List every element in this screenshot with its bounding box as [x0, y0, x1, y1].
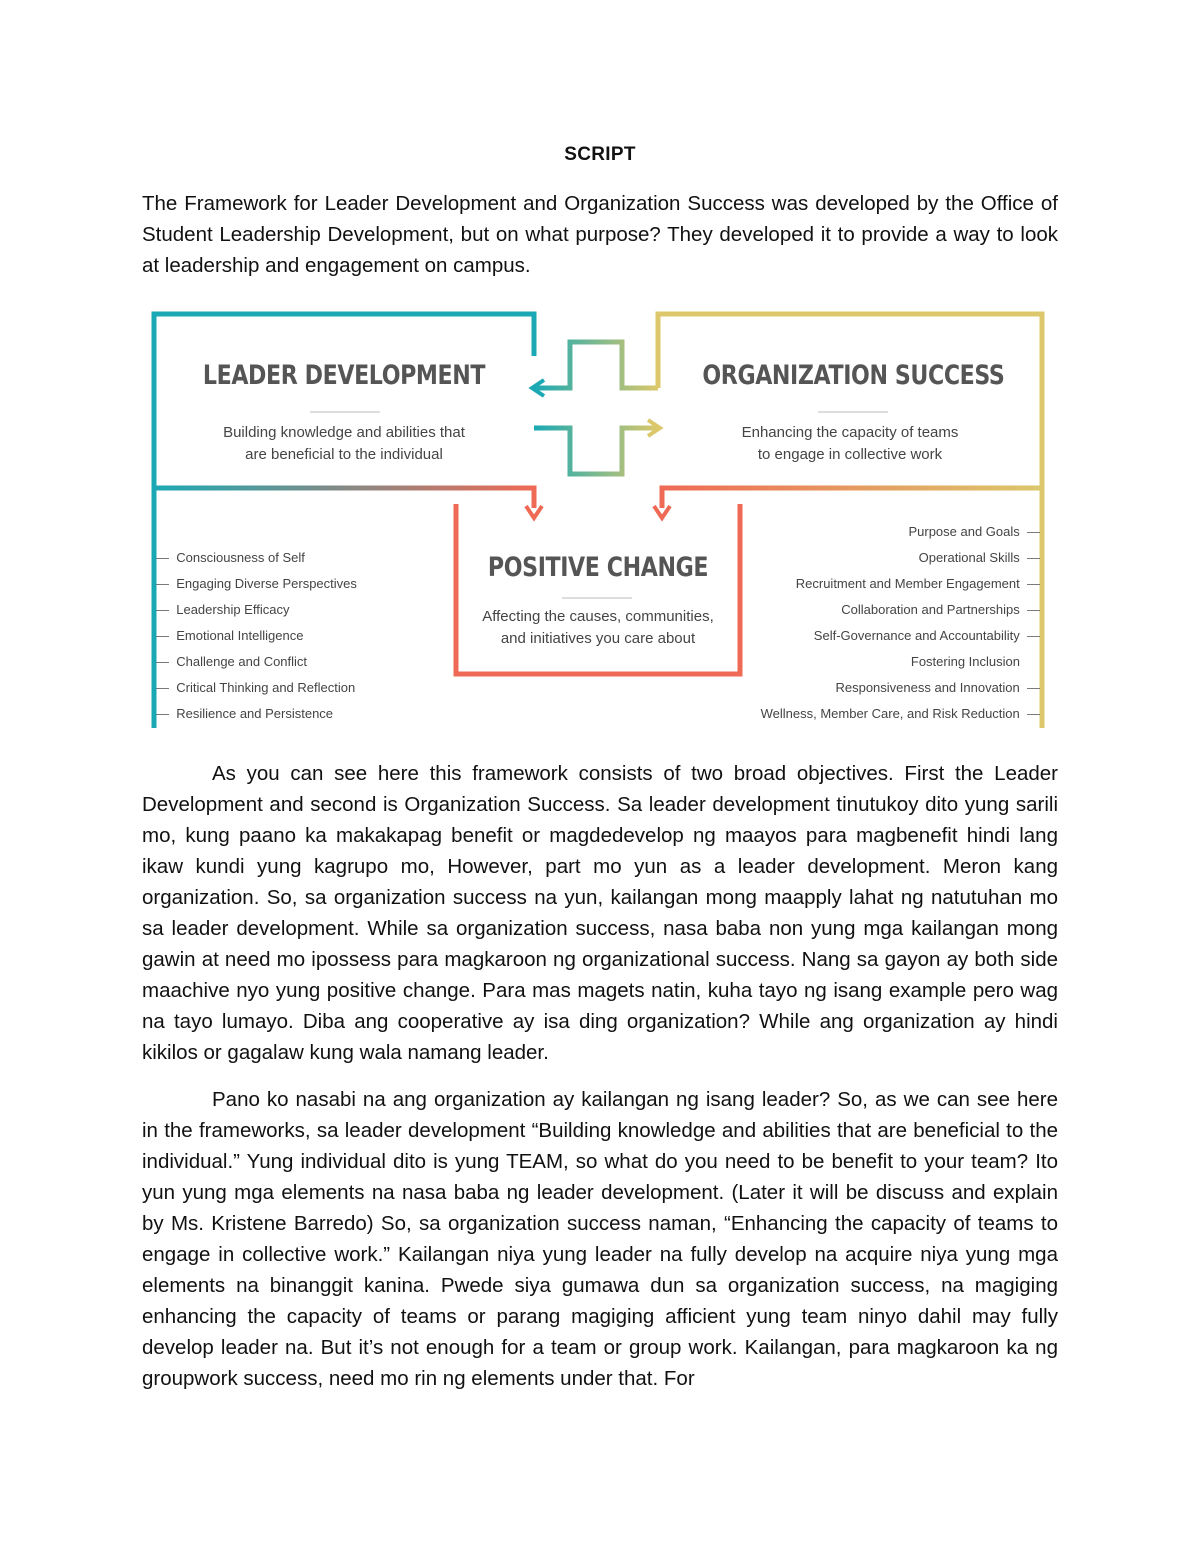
framework-figure [150, 308, 1046, 734]
org-item: Recruitment and Member Engagement — [796, 576, 1040, 591]
change-subtitle [458, 606, 738, 650]
intro-paragraph: The Framework for Leader Development and Organization Success was developed by the Office of Student Leadership Development, but on what purpose? They developed it to provide a way to look at leadership and engagement on campus. [142, 192, 1058, 277]
leader-item: — Challenge and Conflict [156, 654, 307, 669]
org-item: Purpose and Goals — [908, 524, 1040, 539]
leader-box-bottom [154, 488, 534, 508]
leader-item: — Emotional Intelligence [156, 628, 303, 643]
leader-heading: LEADER DEVELOPMENT [202, 360, 486, 391]
org-item: Operational Skills — [919, 550, 1040, 565]
cross-bottom-connector [534, 428, 658, 474]
cross-top-connector [534, 342, 658, 388]
org-item: Responsiveness and Innovation — [835, 680, 1040, 695]
body-paragraph-1: As you can see here this framework consists of two broad objectives. First the Leader Development and second is Organization Success. Sa leader development tinutukoy dito yung sarili mo, kung paano ka makakapag benefit or magdedevelop ng maayos para magbenefit hindi lang ikaw kundi yung kagrupo mo, However, part mo yun as a leader development. Meron kang organization. So, sa organization success na yun, kailangan mong maapply lahat ng natutuhan mo sa leader development. While sa organization success, nasa baba non yung mga kailangan mong gawin at need mo ipossess para magkaroon ng organizational success. Nang sa gayon ay both side maachive nyo yung positive change. Para mas magets natin, kuha tayo ng isang example pero wag na tayo lumayo. Diba ang cooperative ay isa ding organization? While ang organization ay hindi kikilos or gagalaw kung wala namang leader. [142, 762, 1058, 1064]
org-heading: ORGANIZATION SUCCESS [702, 360, 1005, 391]
org-box-bottom [662, 488, 1042, 508]
change-subtitle-line2: and initiatives you care about [500, 630, 696, 647]
org-subtitle [670, 422, 1030, 466]
leader-item: — Leadership Efficacy [156, 602, 289, 617]
leader-item: — Engaging Diverse Perspectives [156, 576, 357, 591]
leader-item: — Consciousness of Self [156, 550, 305, 565]
change-heading: POSITIVE CHANGE [487, 552, 709, 583]
org-subtitle-line2: to engage in collective work [757, 446, 943, 463]
org-item: Self-Governance and Accountability — [814, 628, 1040, 643]
page-title: SCRIPT [564, 144, 636, 165]
org-item: Fostering Inclusion [910, 654, 1020, 669]
leader-item: — Critical Thinking and Reflection [156, 680, 355, 695]
leader-subtitle [164, 422, 524, 466]
org-item: Wellness, Member Care, and Risk Reduction — [761, 706, 1040, 721]
leader-item: — Resilience and Persistence [156, 706, 333, 721]
leader-subtitle-line1: Building knowledge and abilities that [223, 424, 465, 441]
org-item: Collaboration and Partnerships — [841, 602, 1040, 617]
change-subtitle-line1: Affecting the causes, communities, [482, 608, 714, 625]
org-subtitle-line1: Enhancing the capacity of teams [741, 424, 959, 441]
leader-subtitle-line2: are beneficial to the individual [245, 446, 443, 463]
body-paragraph-2: Pano ko nasabi na ang organization ay kailangan ng isang leader? So, as we can see here in the frameworks, sa leader development “Building knowledge and abilities that are beneficial to the individual.” Yung individual dito is yung TEAM, so what do you need to be benefit to your team? Ito yun yung mga elements na nasa baba ng leader development. (Later it will be discuss and explain by Ms. Kristene Barredo) So, sa organization success naman, “Enhancing the capacity of teams to engage in collective work.” Kailangan niya yung leader na fully develop na acquire niya yung mga elements na binanggit kanina. Pwede siya gumawa dun sa organization success, na magiging enhancing the capacity of teams or parang magiging afficient yung team ninyo dahil may fully develop leader na. But it’s not enough for a team or group work. Kailangan, para magkaroon ka ng groupwork success, need mo rin ng elements under that. For [142, 1088, 1058, 1390]
